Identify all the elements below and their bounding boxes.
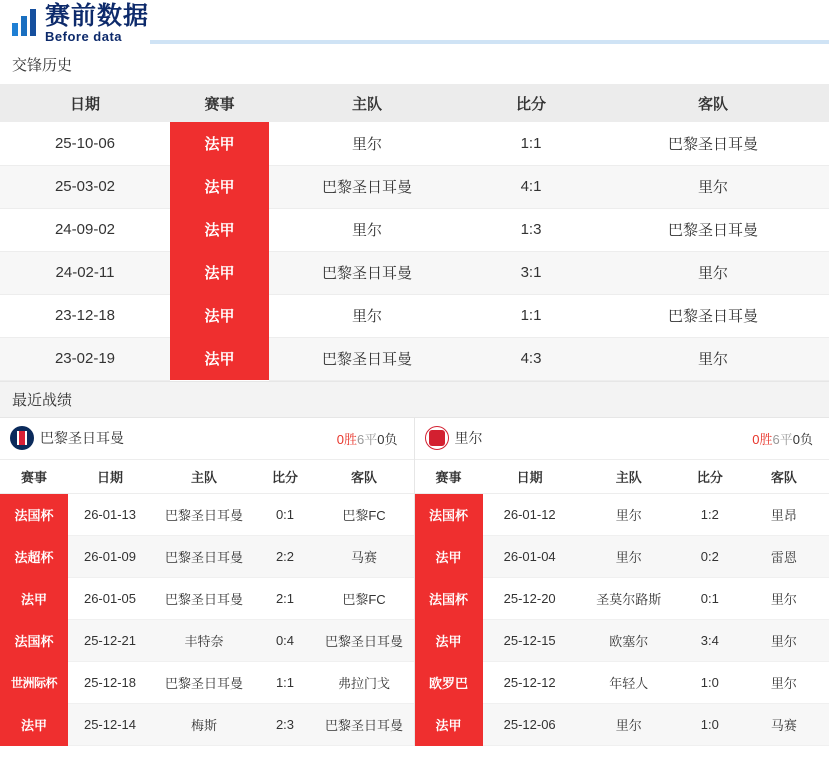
h2h-competition-badge[interactable]: 法甲 — [170, 122, 269, 165]
team-record-left — [337, 429, 404, 448]
table-row[interactable] — [415, 494, 829, 536]
table-row[interactable] — [415, 704, 829, 746]
recent-home-team: 年轻人 — [577, 662, 681, 704]
h2h-competition-badge[interactable]: 法甲 — [170, 165, 269, 208]
h2h-col-comp: 赛事 — [170, 84, 269, 122]
h2h-home-team: 里尔 — [269, 294, 465, 337]
team-record-right — [752, 429, 819, 448]
recent-form-right — [415, 418, 829, 747]
recent-away-team: 巴黎圣日耳曼 — [314, 704, 414, 746]
recent-home-team: 里尔 — [577, 536, 681, 578]
h2h-competition-badge[interactable]: 法甲 — [170, 294, 269, 337]
recent-form-left — [0, 418, 415, 747]
h2h-table — [0, 84, 829, 381]
recent-home-team: 里尔 — [577, 494, 681, 536]
recent-away-team: 巴黎圣日耳曼 — [314, 620, 414, 662]
recent-col-home: 主队 — [577, 460, 681, 494]
recent-col-comp: 赛事 — [0, 460, 68, 494]
h2h-home-team: 里尔 — [269, 122, 465, 165]
h2h-away-team: 里尔 — [597, 251, 829, 294]
recent-away-team: 马赛 — [314, 536, 414, 578]
recent-col-comp: 赛事 — [415, 460, 483, 494]
brand-text — [45, 3, 149, 43]
recent-competition-badge[interactable]: 法国杯 — [415, 494, 483, 536]
header-divider — [150, 40, 829, 44]
recent-date: 25-12-21 — [68, 620, 152, 662]
recent-home-team: 丰特奈 — [152, 620, 256, 662]
team-header-right — [415, 418, 829, 460]
recent-col-score: 比分 — [681, 460, 739, 494]
table-row[interactable] — [0, 122, 829, 165]
h2h-date: 24-09-02 — [0, 208, 170, 251]
table-row[interactable] — [415, 536, 829, 578]
recent-competition-badge[interactable]: 法超杯 — [0, 536, 68, 578]
team-header-left — [0, 418, 414, 460]
recent-away-team: 里尔 — [739, 620, 829, 662]
h2h-home-team: 里尔 — [269, 208, 465, 251]
table-row[interactable] — [0, 208, 829, 251]
recent-date: 26-01-05 — [68, 578, 152, 620]
recent-competition-badge[interactable]: 法国杯 — [0, 494, 68, 536]
recent-date: 25-12-20 — [483, 578, 577, 620]
table-row[interactable] — [0, 662, 414, 704]
h2h-date: 24-02-11 — [0, 251, 170, 294]
recent-home-team: 梅斯 — [152, 704, 256, 746]
recent-score: 0:4 — [256, 620, 314, 662]
team-crest-icon — [425, 426, 449, 450]
table-row[interactable] — [0, 494, 414, 536]
h2h-col-score: 比分 — [465, 84, 597, 122]
recent-table-right — [415, 460, 829, 747]
recent-away-team: 巴黎FC — [314, 578, 414, 620]
recent-col-away: 客队 — [739, 460, 829, 494]
h2h-date: 25-03-02 — [0, 165, 170, 208]
recent-home-team: 巴黎圣日耳曼 — [152, 494, 256, 536]
recent-score: 2:2 — [256, 536, 314, 578]
recent-competition-badge[interactable]: 法甲 — [0, 578, 68, 620]
h2h-col-away: 客队 — [597, 84, 829, 122]
recent-score: 1:0 — [681, 704, 739, 746]
h2h-away-team: 里尔 — [597, 337, 829, 380]
recent-competition-badge[interactable]: 欧罗巴 — [415, 662, 483, 704]
h2h-col-date: 日期 — [0, 84, 170, 122]
recent-date: 26-01-13 — [68, 494, 152, 536]
recent-score: 0:1 — [681, 578, 739, 620]
recent-home-team: 圣莫尔路斯 — [577, 578, 681, 620]
h2h-home-team: 巴黎圣日耳曼 — [269, 337, 465, 380]
table-row[interactable] — [415, 620, 829, 662]
h2h-date: 25-10-06 — [0, 122, 170, 165]
h2h-section-title: 交锋历史 — [0, 46, 829, 84]
site-header — [0, 0, 829, 46]
table-row[interactable] — [0, 294, 829, 337]
table-row[interactable] — [415, 662, 829, 704]
recent-home-team: 巴黎圣日耳曼 — [152, 578, 256, 620]
h2h-competition-badge[interactable]: 法甲 — [170, 337, 269, 380]
record-losses: 0负 — [377, 431, 398, 447]
table-row[interactable] — [0, 620, 414, 662]
h2h-away-team: 巴黎圣日耳曼 — [597, 208, 829, 251]
recent-away-team: 弗拉门戈 — [314, 662, 414, 704]
table-row[interactable] — [0, 536, 414, 578]
recent-date: 26-01-04 — [483, 536, 577, 578]
recent-date: 25-12-06 — [483, 704, 577, 746]
recent-score: 1:0 — [681, 662, 739, 704]
h2h-home-team: 巴黎圣日耳曼 — [269, 251, 465, 294]
recent-score: 2:1 — [256, 578, 314, 620]
recent-date: 25-12-18 — [68, 662, 152, 704]
table-row[interactable] — [0, 337, 829, 380]
recent-right-header-row — [415, 460, 829, 494]
recent-score: 3:4 — [681, 620, 739, 662]
h2h-date: 23-12-18 — [0, 294, 170, 337]
recent-home-team: 巴黎圣日耳曼 — [152, 662, 256, 704]
recent-score: 2:3 — [256, 704, 314, 746]
h2h-away-team: 巴黎圣日耳曼 — [597, 294, 829, 337]
h2h-away-team: 巴黎圣日耳曼 — [597, 122, 829, 165]
recent-table-left — [0, 460, 414, 747]
recent-away-team: 雷恩 — [739, 536, 829, 578]
brand-name-en: Before data — [45, 29, 123, 44]
recent-competition-badge[interactable]: 法甲 — [415, 536, 483, 578]
recent-section-title: 最近战绩 — [0, 381, 829, 418]
recent-score: 0:2 — [681, 536, 739, 578]
recent-form-container — [0, 418, 829, 747]
recent-col-score: 比分 — [256, 460, 314, 494]
recent-away-team: 里昂 — [739, 494, 829, 536]
record-wins: 0胜 — [336, 431, 358, 447]
recent-away-team: 马赛 — [739, 704, 829, 746]
h2h-competition-badge[interactable]: 法甲 — [170, 251, 269, 294]
team-crest-icon — [10, 426, 34, 450]
recent-col-home: 主队 — [152, 460, 256, 494]
h2h-score: 4:1 — [465, 165, 597, 208]
h2h-col-home: 主队 — [269, 84, 465, 122]
recent-competition-badge[interactable]: 法甲 — [0, 704, 68, 746]
recent-date: 26-01-12 — [483, 494, 577, 536]
recent-score: 1:2 — [681, 494, 739, 536]
h2h-header-row — [0, 84, 829, 122]
recent-competition-badge[interactable]: 法国杯 — [415, 578, 483, 620]
recent-away-team: 里尔 — [739, 662, 829, 704]
h2h-score: 1:1 — [465, 294, 597, 337]
recent-date: 25-12-12 — [483, 662, 577, 704]
recent-home-team: 里尔 — [577, 704, 681, 746]
h2h-score: 1:1 — [465, 122, 597, 165]
recent-date: 25-12-14 — [68, 704, 152, 746]
table-row[interactable] — [0, 704, 414, 746]
recent-left-header-row — [0, 460, 414, 494]
recent-competition-badge[interactable]: 世洲际杯 — [0, 662, 68, 704]
recent-date: 26-01-09 — [68, 536, 152, 578]
record-draws: 6平 — [772, 431, 793, 447]
brand-logo — [0, 0, 159, 44]
recent-col-date: 日期 — [483, 460, 577, 494]
bar-chart-icon — [12, 10, 39, 36]
recent-away-team: 巴黎FC — [314, 494, 414, 536]
h2h-score: 4:3 — [465, 337, 597, 380]
table-row[interactable] — [0, 578, 414, 620]
h2h-away-team: 里尔 — [597, 165, 829, 208]
h2h-score: 1:3 — [465, 208, 597, 251]
recent-home-team: 巴黎圣日耳曼 — [152, 536, 256, 578]
recent-score: 1:1 — [256, 662, 314, 704]
table-row[interactable] — [415, 578, 829, 620]
brand-name-cn: 赛前数据 — [45, 1, 150, 30]
record-draws: 6平 — [357, 431, 378, 447]
h2h-date: 23-02-19 — [0, 337, 170, 380]
recent-competition-badge[interactable]: 法甲 — [415, 704, 483, 746]
recent-home-team: 欧塞尔 — [577, 620, 681, 662]
table-row[interactable] — [0, 165, 829, 208]
record-losses: 0负 — [792, 431, 813, 447]
recent-score: 0:1 — [256, 494, 314, 536]
recent-col-date: 日期 — [68, 460, 152, 494]
team-name-left: 巴黎圣日耳曼 — [40, 430, 124, 446]
h2h-home-team: 巴黎圣日耳曼 — [269, 165, 465, 208]
recent-competition-badge[interactable]: 法甲 — [415, 620, 483, 662]
recent-col-away: 客队 — [314, 460, 414, 494]
recent-competition-badge[interactable]: 法国杯 — [0, 620, 68, 662]
recent-date: 25-12-15 — [483, 620, 577, 662]
team-name-right: 里尔 — [454, 430, 483, 446]
table-row[interactable] — [0, 251, 829, 294]
recent-away-team: 里尔 — [739, 578, 829, 620]
h2h-score: 3:1 — [465, 251, 597, 294]
h2h-competition-badge[interactable]: 法甲 — [170, 208, 269, 251]
record-wins: 0胜 — [752, 431, 773, 447]
